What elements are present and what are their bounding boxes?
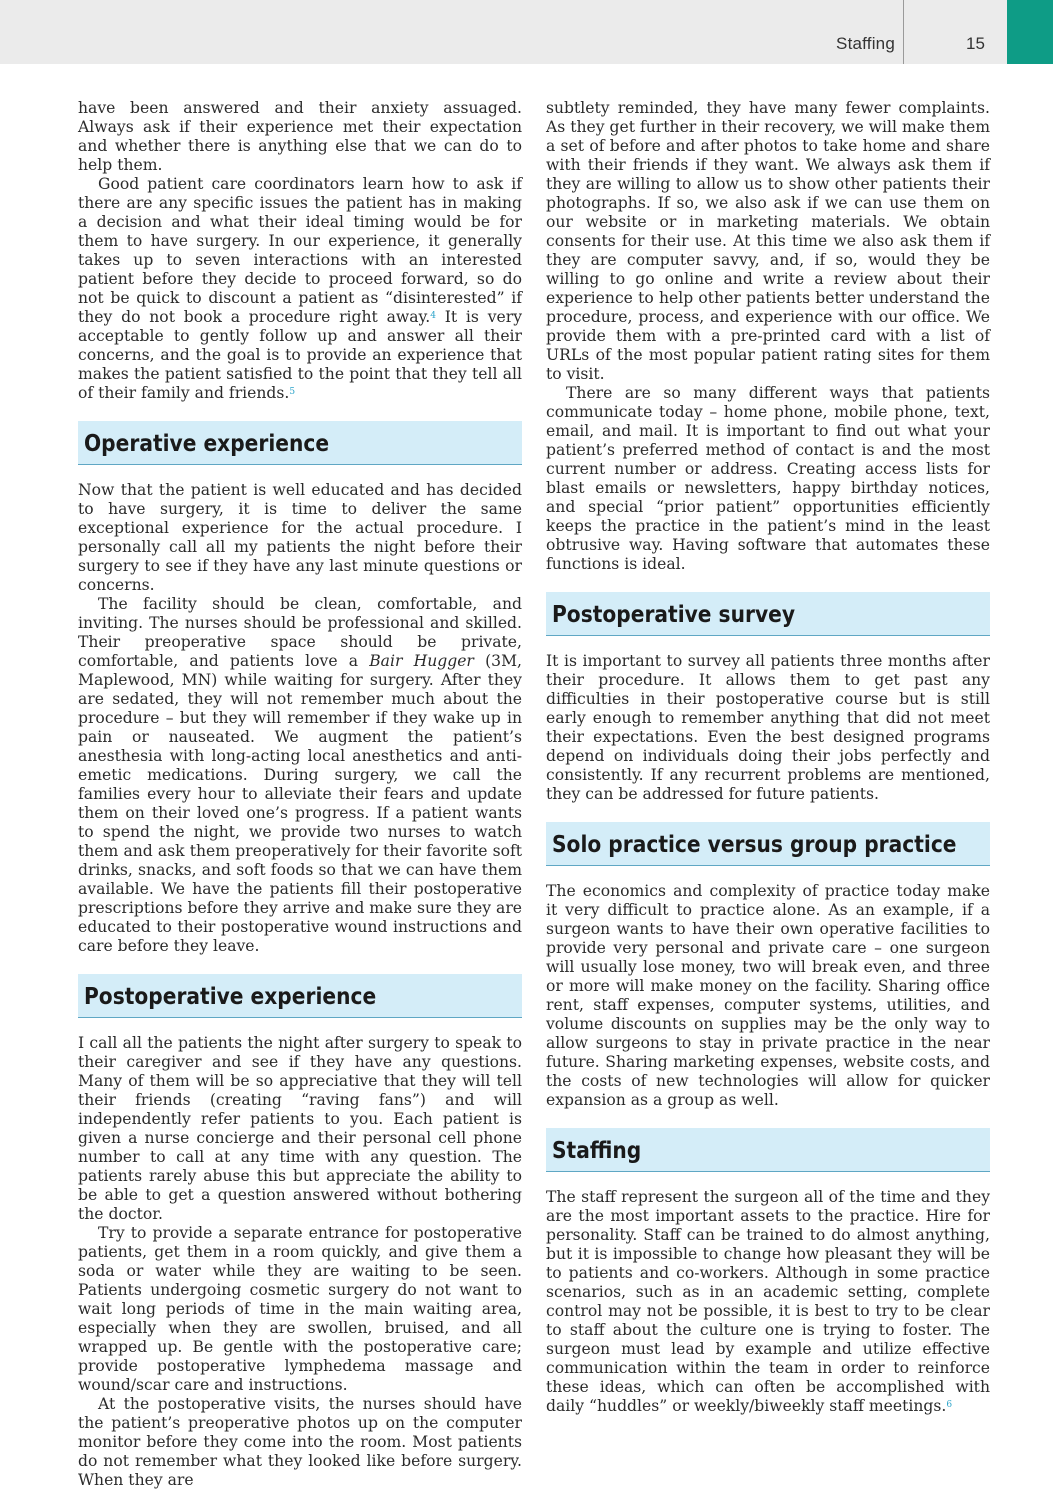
paragraph: Now that the patient is well educated and has decided to have surgery, it is time to deliver the same exceptional experience for the actual procedure. I personally call all my patients the night before their surgery to see if they have any last minute questions or concerns. [78,481,522,594]
running-header [0,0,1053,64]
paragraph: There are so many different ways that patients communicate today – home phone, mobile phone, text, email, and mail. It is important to find out what your patient’s preferred method of contact is and the most current number or address. Creating access lists for blast emails or newsletters, happy birthday notices, and special “prior patient” opportunities efficiently keeps the practice in the patient’s mind in the least obtrusive way. Having software that automates these functions is ideal. [546,384,990,573]
header-divider [903,0,904,64]
paragraph: Try to provide a separate entrance for postoperative patients, get them in a room quickly, and give them a soda or water while they are waiting to be seen. Patients undergoing cosmetic surgery do not want to wait long periods of time in the main waiting area, especially when they are swollen, bruised, and all wrapped up. Be gentle with the postoperative care; provide postoperative lymphedema massage and wound/scar care and instructions. [78,1224,522,1394]
reference-link[interactable]: 5 [289,387,296,397]
page-number: 15 [966,34,985,53]
section-heading-postoperative-experience: Postoperative experience [78,974,522,1018]
paragraph: It is important to survey all patients three months after their procedure. It allows them to get past any difficulties in their postoperative course but is still early enough to remember anything that did not meet their expectations. Even the best designed programs depend on individuals doing their jobs perfectly and consistently. If any recurrent problems are mentioned, they can be addressed for future patients. [546,652,990,803]
paragraph: The economics and complexity of practice today make it very difficult to practice alone. As an example, if a surgeon wants to have their own operative facilities to provide very personal and private care – one surgeon will usually lose money, two will break even, and three or more will make money on the facility. Sharing office rent, staff expenses, computer systems, utilities, and volume discounts on supplies may be the only way to allow surgeons to stay in private practice in the near future. Sharing marketing expenses, website costs, and the costs of new technologies will allow for quicker expansion as a group as well. [546,882,990,1109]
paragraph: The staff represent the surgeon all of the time and they are the most important assets to the practice. Hire for personality. Staff can be trained to do almost anything, but it is impossible to change how pleasant they will be to patients and co-workers. Although in some practice scenarios, such as in an academic setting, complete control may not be possible, it is best to try to be clear to staff about the culture one is trying to foster. The surgeon must lead by example and utilize effective communication within the team in order to reinforce these ideas, which can often be accomplished with daily “huddles” or weekly/biweekly staff meetings.$^6$ [546,1188,990,1415]
paragraph: subtlety reminded, they have many fewer complaints. As they get further in their recovery, we will make them a set of before and after photos to take home and share with their friends if they want. We always ask them if they are willing to allow us to show other patients their photographs. If so, we also ask if we can use them on our website or in marketing materials. We obtain consents for their use. At this time we also ask them if they are computer savvy, and, if so, would they be willing to go online and write a review about their experience to help other patients better understand the procedure, process, and experience with our office. We provide them with a pre-printed card with a list of URLs of the most popular patient rating sites for them to visit. [546,99,990,383]
left-column [78,99,522,1490]
paragraph: I call all the patients the night after surgery to speak to their caregiver and see if they have any questions. Many of them will be so appreciative that they will tell their friends (creating “raving fans”) and will independently refer patients to you. Each patient is given a nurse concierge and their personal cell phone number to call at any time with any question. The patients rarely abuse this but appreciate the ability to be able to get a question answered without bothering the doctor. [78,1034,522,1223]
paragraph: At the postoperative visits, the nurses should have the patient’s preoperative photos up on the computer monitor before they come into the room. Most patients do not remember what they looked like before surgery. When they are [78,1395,522,1489]
chapter-color-tab [1007,0,1053,64]
product-name: Bair Hugger [369,652,474,670]
section-heading-postoperative-survey: Postoperative survey [546,592,990,636]
running-section-title: Staffing [836,34,895,53]
section-heading-solo-vs-group-practice: Solo practice versus group practice [546,822,990,866]
section-heading-operative-experience: Operative experience [78,421,522,465]
reference-link[interactable]: 4 [430,311,436,321]
paragraph: have been answered and their anxiety assuaged. Always ask if their experience met their expectation and whether there is anything else that we can do to help them. [78,99,522,174]
right-column [546,99,990,1416]
section-heading-staffing: Staffing [546,1128,990,1172]
paragraph: The facility should be clean, comfortable, and inviting. The nurses should be professional and skilled. Their preoperative space should be private, comfortable, and patients love a Bair Hugger (3M, Maplewood, MN) while waiting for surgery. After they are sedated, they will not remember much about the procedure – but they will remember if they wake up in pain or nauseated. We augment the patient’s anesthesia with long-acting local anesthetics and anti-emetic medications. During surgery, we call the families every hour to alleviate their fears and update them on their loved one’s progress. If a patient wants to spend the night, we provide two nurses to watch them and ask them preoperatively for their favorite soft drinks, snacks, and soft foods so that we can have them available. We have the patients fill their postoperative prescriptions before they arrive and make sure they are educated to their postoperative wound instructions and care before they leave. [78,595,522,955]
reference-link[interactable]: 6 [946,1400,953,1410]
paragraph: Good patient care coordinators learn how to ask if there are any specific issues the patient has in making a decision and what their ideal timing would be for them to have surgery. In our experience, it generally takes up to seven interactions with an interested patient before they decide to proceed forward, so do not be quick to discount a patient as “disinterested” if they do not book a procedure right away.$^4$ It is very acceptable to gently follow up and answer all their concerns, and the goal is to provide an experience that makes the patient satisfied to the point that they tell all of their family and friends.$^5$ [78,175,522,402]
